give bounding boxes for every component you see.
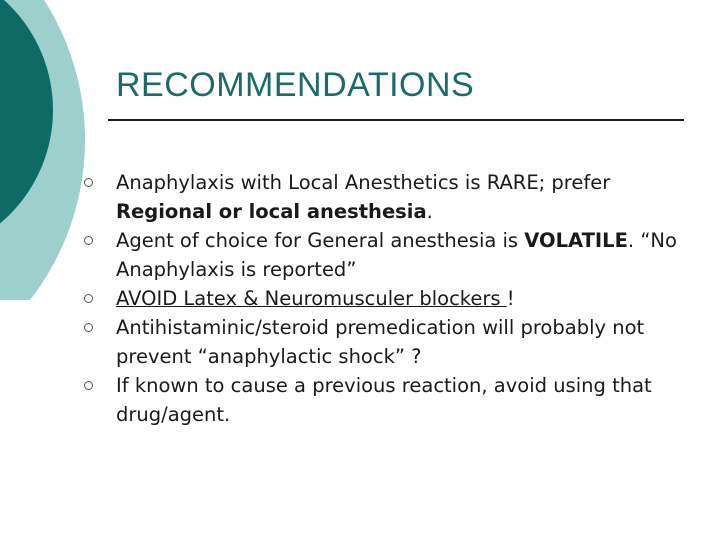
bullet-list bbox=[84, 168, 694, 429]
bullet-text: Agent of choice for General anesthesia is bbox=[116, 229, 525, 252]
bullet-text: Anaphylaxis with Local Anesthetics is RARE; prefer bbox=[116, 171, 611, 194]
slide-title: RECOMMENDATIONS bbox=[116, 66, 475, 104]
bullet-text: Antihistaminic/steroid premedication will probably not prevent “anaphylactic shock” ? bbox=[116, 316, 645, 368]
bullet-circle-icon bbox=[84, 294, 93, 303]
bullet-item-premedication bbox=[84, 313, 694, 371]
decorative-circles bbox=[0, 0, 90, 300]
bullet-bold-text: VOLATILE bbox=[524, 229, 628, 252]
bullet-item-previous-reaction bbox=[84, 371, 694, 429]
bullet-item-local-anesthetics bbox=[84, 168, 694, 226]
bullet-text: If known to cause a previous reaction, avoid using that drug/agent. bbox=[116, 374, 652, 426]
bullet-circle-icon bbox=[84, 178, 93, 187]
bullet-text-end: . bbox=[426, 200, 433, 223]
bullet-underlined-text: AVOID Latex & Neuromusculer blockers bbox=[116, 287, 507, 310]
bullet-circle-icon bbox=[84, 323, 93, 332]
bullet-item-avoid-latex bbox=[84, 284, 694, 313]
bullet-circle-icon bbox=[84, 381, 93, 390]
bullet-circle-icon bbox=[84, 236, 93, 245]
bullet-text-end: ! bbox=[506, 287, 515, 310]
bullet-item-general-anesthesia bbox=[84, 226, 694, 284]
bullet-text-end: . “No Anaphylaxis is reported” bbox=[116, 229, 677, 281]
title-underline bbox=[108, 119, 684, 121]
bullet-bold-text: Regional or local anesthesia bbox=[116, 200, 427, 223]
